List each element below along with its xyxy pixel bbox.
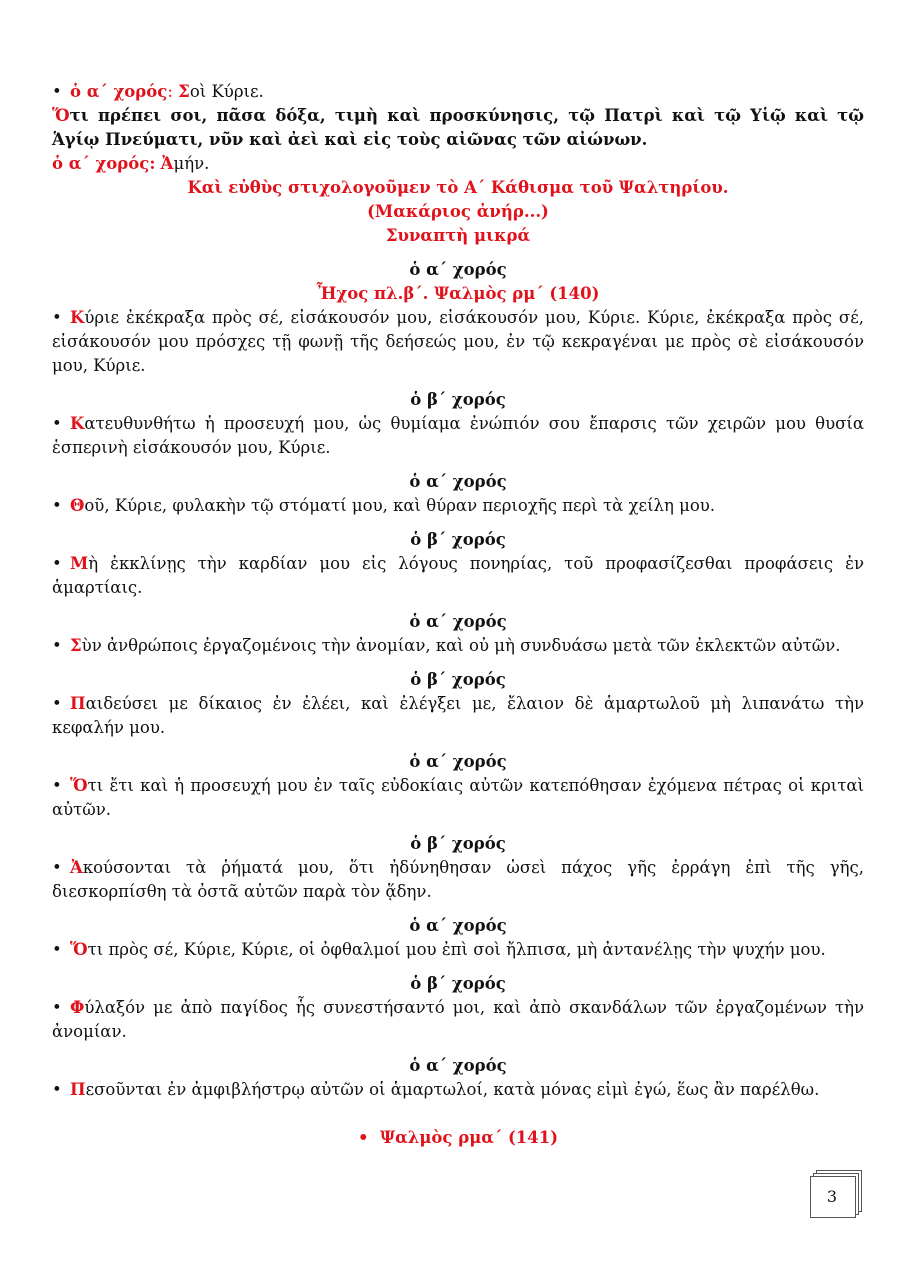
choir-heading: ὁ α΄ χορός	[409, 612, 507, 631]
bullet: •	[52, 858, 62, 877]
initial-capital: Ὅ	[70, 940, 88, 959]
amen-text: μήν.	[173, 154, 210, 173]
choir-heading: ὁ β΄ χορός	[410, 390, 506, 409]
verse-text: τι ἔτι καὶ ἡ προσευχή μου ἐν ταῖς εὐδοκίαις αὐτῶν κατεπόθησαν ἐχόμενα πέτρας οἱ κριταὶ αὐτῶν.	[52, 776, 864, 819]
verse-list	[52, 306, 864, 1102]
psalm-verse	[52, 306, 864, 378]
initial-capital: Κ	[70, 414, 85, 433]
initial-capital: Σ	[178, 82, 190, 101]
next-psalm-title: Ψαλμὸς ρμα΄ (141)	[380, 1128, 559, 1147]
bullet: •	[357, 1128, 369, 1147]
bullet: •	[52, 998, 62, 1017]
bullet: •	[52, 82, 62, 101]
verse-text: ὺν ἀνθρώποις ἐργαζομένοις τὴν ἀνομίαν, καὶ οὐ μὴ συνδυάσω μετὰ τῶν ἐκλεκτῶν αὐτῶν.	[81, 636, 841, 655]
initial-capital: Φ	[70, 998, 85, 1017]
choir-heading: ὁ β΄ χορός	[410, 974, 506, 993]
verse-text: ύλαξόν με ἀπὸ παγίδος ἧς συνεστήσαντό μοι, καὶ ἀπὸ σκανδάλων τῶν ἐργαζομένων τὴν ἀνομίαν.	[52, 998, 864, 1041]
choir-heading: ὁ β΄ χορός	[410, 834, 506, 853]
verse-text: ατευθυνθήτω ἡ προσευχή μου, ὡς θυμίαμα ἐνώπιόν σου ἔπαρσις τῶν χειρῶν μου θυσία ἑσπερινὴ εἰσάκουσόν μου, Κύριε.	[52, 414, 864, 457]
choir-speaker: ὁ α΄ χορός	[70, 82, 168, 101]
choir-heading: ὁ α΄ χορός	[409, 1056, 507, 1075]
choir-heading: ὁ α΄ χορός	[409, 260, 507, 279]
initial-capital: Κ	[70, 308, 85, 327]
verse-text: ὴ ἐκκλίνῃς τὴν καρδίαν μου εἰς λόγους πονηρίας, τοῦ προφασίζεσθαι προφάσεις ἐν ἁμαρτίαις.	[52, 554, 864, 597]
bullet: •	[52, 554, 62, 573]
bullet: •	[52, 776, 62, 795]
choir-heading: ὁ β΄ χορός	[410, 530, 506, 549]
initial-capital: Ὅ	[70, 776, 88, 795]
initial-capital: Σ	[70, 636, 82, 655]
initial-capital: Θ	[70, 496, 85, 515]
bullet: •	[52, 414, 62, 433]
psalm-verse	[52, 552, 864, 600]
verse-text: εσοῦνται ἐν ἀμφιβλήστρῳ αὐτῶν οἱ ἁμαρτωλοί, κατὰ μόνας εἰμὶ ἐγώ, ἕως ἂν παρέλθω.	[85, 1080, 820, 1099]
choir-heading: ὁ α΄ χορός	[409, 472, 507, 491]
verse-text: αιδεύσει με δίκαιος ἐν ἐλέει, καὶ ἐλέγξει με, ἔλαιον δὲ ἁμαρτωλοῦ μὴ λιπανάτω τὴν κεφαλήν μου.	[52, 694, 864, 737]
initial-capital: Π	[70, 694, 86, 713]
psalm-verse	[52, 412, 864, 460]
rubric-makarios: (Μακάριος ἀνήρ...)	[367, 202, 549, 221]
rubric-kathisma: Καὶ εὐθὺς στιχολογοῦμεν τὸ Α΄ Κάθισμα τοῦ Ψαλτηρίου.	[187, 178, 729, 197]
initial-capital: Μ	[70, 554, 89, 573]
tone-psalm-heading: Ἦχος πλ.β΄. Ψαλμὸς ρμ΄ (140)	[316, 284, 600, 303]
choir-heading: ὁ α΄ χορός	[409, 916, 507, 935]
bullet: •	[52, 636, 62, 655]
next-psalm-heading	[52, 1126, 864, 1150]
verse-text: κούσονται τὰ ῥήματά μου, ὅτι ἠδύνηθησαν ὡσεὶ πάχος γῆς ἐρράγη ἐπὶ τῆς γῆς, διεσκορπίσθη τὰ ὀστᾶ αὐτῶν παρὰ τὸν ᾅδην.	[52, 858, 864, 901]
initial-capital: Π	[70, 1080, 86, 1099]
intro-line	[52, 80, 864, 104]
rubric-synapti: Συναπτὴ μικρά	[385, 226, 531, 245]
choir-heading: ὁ α΄ χορός	[409, 752, 507, 771]
bullet: •	[52, 1080, 62, 1099]
amen-line	[52, 152, 864, 176]
page-number-box	[810, 1170, 862, 1216]
psalm-verse	[52, 996, 864, 1044]
choir-heading: ὁ β΄ χορός	[410, 670, 506, 689]
psalm-verse	[52, 856, 864, 904]
bullet: •	[52, 694, 62, 713]
psalm-verse	[52, 494, 864, 518]
psalm-verse	[52, 774, 864, 822]
page-number: 3	[826, 1187, 838, 1206]
initial-capital: Ἀ	[70, 858, 83, 877]
psalm-verse	[52, 692, 864, 740]
document-page	[52, 80, 864, 1150]
initial-capital: Ἀ	[160, 154, 174, 173]
verse-text: τι πρὸς σέ, Κύριε, Κύριε, οἱ ὀφθαλμοί μου ἐπὶ σοὶ ἤλπισα, μὴ ἀντανέλῃς τὴν ψυχήν μου.	[87, 940, 826, 959]
verse-text: οῦ, Κύριε, φυλακὴν τῷ στόματί μου, καὶ θύραν περιοχῆς περὶ τὰ χείλη μου.	[84, 496, 716, 515]
verse-text: ύριε ἐκέκραξα πρὸς σέ, εἰσάκουσόν μου, εἰσάκουσόν μου, Κύριε. Κύριε, ἐκέκραξα πρὸς σέ, εἰσάκουσόν μου πρόσχες τῇ φωνῇ τῆς δεήσεώς μου, ἐν τῷ κεκραγέναι με πρὸς σὲ εἰσάκουσόν μου, Κύριε.	[52, 308, 864, 375]
bullet: •	[52, 308, 62, 327]
psalm-verse	[52, 634, 864, 658]
doxology-text: τι πρέπει σοι, πᾶσα δόξα, τιμὴ καὶ προσκύνησις, τῷ Πατρὶ καὶ τῷ Υἱῷ καὶ τῷ Ἁγίῳ Πνεύματι, νῦν καὶ ἀεὶ καὶ εἰς τοὺς αἰῶνας τῶν αἰώνων.	[52, 106, 864, 149]
psalm-verse	[52, 1078, 864, 1102]
colon: :	[167, 82, 173, 101]
psalm-verse	[52, 938, 864, 962]
bullet: •	[52, 496, 62, 515]
intro-text: οὶ Κύριε.	[189, 82, 264, 101]
choir-speaker: ὁ α΄ χορός:	[52, 154, 156, 173]
bullet: •	[52, 940, 62, 959]
doxology	[52, 104, 864, 152]
initial-capital: Ὅ	[52, 106, 70, 125]
